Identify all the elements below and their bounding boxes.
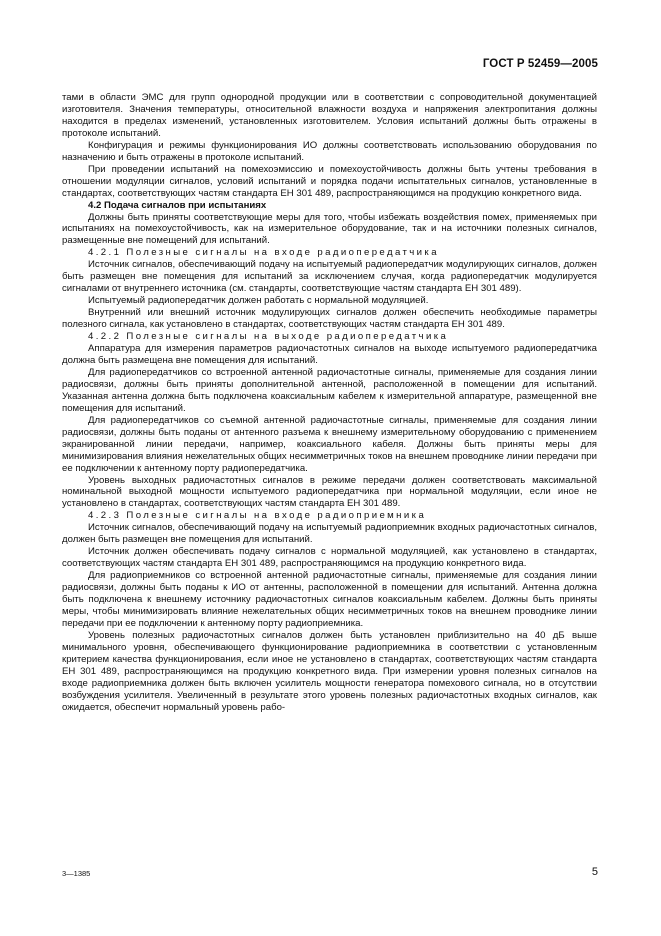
paragraph: Должны быть приняты соответствующие меры для того, чтобы избежать воздействия помех, применяемых при испытаниях на помехоустойчивость, как на измерительное оборудование, так и на источники полезных сигналов, размещенные вне помещений для испытаний. <box>62 211 597 247</box>
document-body <box>62 92 597 714</box>
page-number: 5 <box>591 866 598 878</box>
paragraph: Аппаратура для измерения параметров радиочастотных сигналов на выходе испытуемого радиопередатчика должна быть размещена вне помещения для испытаний. <box>62 343 597 366</box>
paragraph: Конфигурация и режимы функционирования ИО должны соответствовать использованию оборудования по назначению и быть отражены в протоколе испытаний. <box>62 139 597 163</box>
paragraph: Испытуемый радиопередатчик должен работать с нормальной модуляцией. <box>88 295 429 307</box>
paragraph: Для радиопередатчиков со съемной антенной радиочастотные сигналы, применяемые для создания линии радиосвязи, должны быть поданы от антенного разъема к внешнему измерительному оборудованию с применением экранированной линии передачи, например, коаксиального кабеля. Должны быть приняты меры для минимизирования влияния нежелательных общих несимметричных токов на внешнем проводнике линии передачи при ее подключении к антенному порту радиопередатчика. <box>62 414 597 474</box>
print-code: 3—1385 <box>62 869 91 878</box>
subsection-heading: 4.2.1 Полезные сигналы на входе радиопередатчика <box>88 247 439 259</box>
paragraph: Источник должен обеспечивать подачу сигналов с нормальной модуляцией, как установлено в стандартах, соответствующих частям стандарта ЕН 301 489, распространяющимся на продукцию конкретного вида. <box>62 546 597 570</box>
paragraph: тами в области ЭМС для групп однородной продукции или в соответствии с сопроводительной документацией изготовителя. Значения температуры, относительной влажности воздуха и напряжения электропитания должны находится в пределах изменений, установленных изготовителем. Условия испытаний должны быть отражены в протоколе испытаний. <box>62 92 597 139</box>
standard-header: ГОСТ Р 52459—2005 <box>482 58 598 70</box>
section-heading: 4.2 Подача сигналов при испытаниях <box>88 199 267 211</box>
paragraph: Внутренний или внешний источник модулирующих сигналов должен обеспечить необходимые параметры полезного сигнала, как установлено в стандартах, соответствующих частям стандарта ЕН 301 489. <box>62 307 597 331</box>
paragraph: Источник сигналов, обеспечивающий подачу на испытуемый радиопередатчик модулирующих сигналов, должен быть размещен вне помещения для испытаний за исключением случая, когда радиопередатчик модулируется сигналами от внутреннего источника (см. стандарты, соответствующие частям стандарта ЕН 301 489). <box>62 259 597 295</box>
paragraph: При проведении испытаний на помехоэмиссию и помехоустойчивость должны быть учтены требования в отношении модуляции сигналов, условий испытаний и порядка подачи испытательных сигналов, установленные в стандартах, соответствующих частям стандарта ЕН 301 489, распространяющимся на продукцию конкретного вида. <box>62 163 597 199</box>
subsection-heading: 4.2.3 Полезные сигналы на входе радиоприемника <box>88 510 427 522</box>
subsection-heading: 4.2.2 Полезные сигналы на выходе радиопередатчика <box>88 331 449 343</box>
paragraph: Для радиоприемников со встроенной антенной радиочастотные сигналы, применяемые для создания линии радиосвязи, должны быть поданы к ИО от антенны, расположенной в помещении для испытаний. Антенна должна быть подключена к внешнему источнику радиочастотных сигналов коаксиальным кабелем. Должны быть приняты меры, чтобы минимизировать влияние нежелательных общих несимметричных токов на внешнем проводнике линии передачи при ее подключении к антенному порту радиоприемника. <box>62 570 597 629</box>
paragraph: Уровень выходных радиочастотных сигналов в режиме передачи должен соответствовать максимальной номинальной выходной мощности испытуемого радиопередатчика при нормальной модуляции, если иное не установлено в стандартах, соответствующих частям стандарта ЕН 301 489. <box>62 474 597 510</box>
paragraph: Для радиопередатчиков со встроенной антенной радиочастотные сигналы, применяемые для создания линии радиосвязи, должны быть приняты дополнительной антенной, расположенной в помещении для испытаний. Указанная антенна должна быть подключена коаксиальным кабелем к измерительной аппаратуре, размещенной вне помещения для испытаний. <box>62 366 597 414</box>
paragraph: Источник сигналов, обеспечивающий подачу на испытуемый радиоприемник входных радиочастотных сигналов, должен быть размещен вне помещения для испытаний. <box>62 522 597 546</box>
paragraph: Уровень полезных радиочастотных сигналов должен быть установлен приблизительно на 40 дБ выше минимального уровня, обеспечивающего функционирование радиоприемника в соответствии с установленным критерием качества функционирования, если иное не установлено в стандартах, соответствующих частям стандарта ЕН 301 489, распространяющимся на продукцию конкретного вида. При измерении уровня полезных сигналов на входе радиоприемника должен быть включен усилитель мощности генератора помехового сигнала, но в отсутствии возбуждения усилителя. Увеличенный в результате этого уровень полезных радиочастотных входных сигналов, как ожидается, обеспечит нормальный уровень рабо- <box>62 629 597 713</box>
